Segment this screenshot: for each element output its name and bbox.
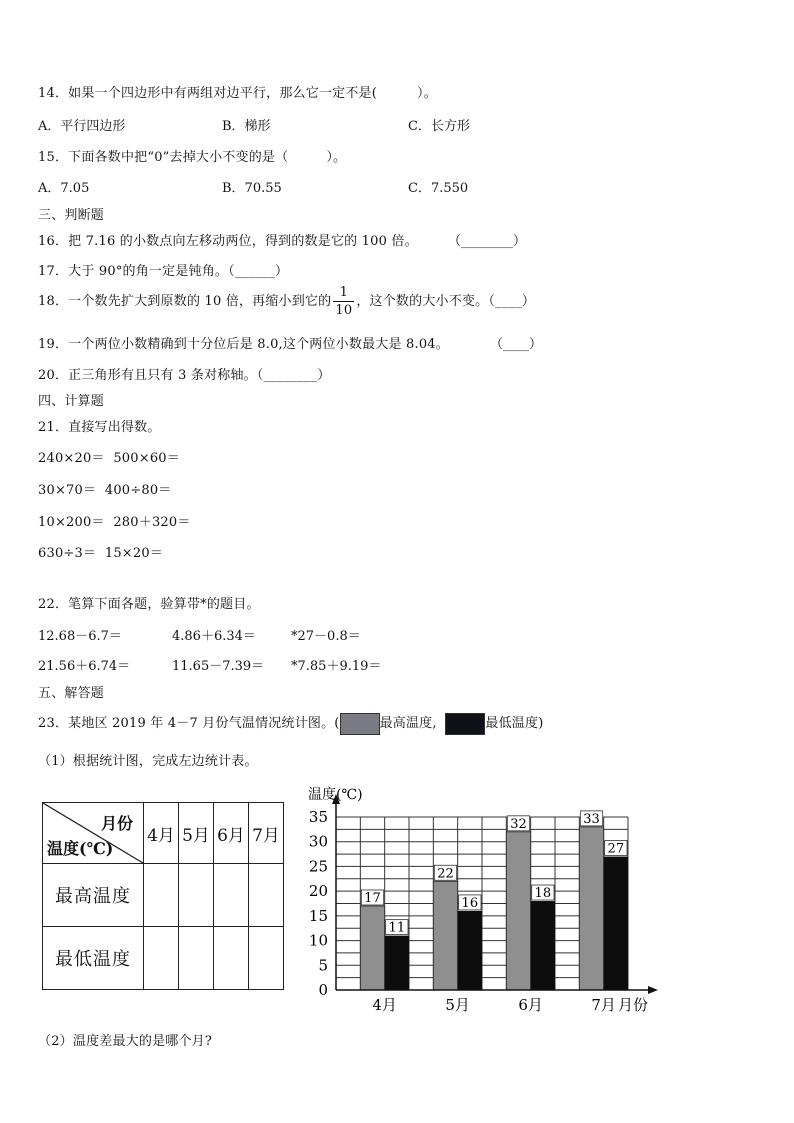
q14-option-b[interactable]: B．梯形 xyxy=(222,119,271,134)
question-22-title: 22．笔算下面各题，验算带*的题目。 xyxy=(38,597,260,612)
q21-row-3 xyxy=(38,511,191,530)
x-tick-label: 4月 xyxy=(372,996,397,1014)
question-23-text: 23．某地区 2019 年 4－7 月份气温情况统计图。( xyxy=(38,716,340,731)
question-20-answer-blank[interactable]: （________） xyxy=(256,368,331,383)
bar-low xyxy=(604,857,628,990)
question-16-answer-blank[interactable]: （________） xyxy=(448,234,527,249)
table-cell-input[interactable] xyxy=(214,927,249,990)
q21-item: 280＋320＝ xyxy=(113,515,191,530)
q14-option-c[interactable]: C．长方形 xyxy=(408,119,470,134)
table-cell-input[interactable] xyxy=(214,864,249,927)
data-label-low: 27 xyxy=(607,841,625,857)
table-corner-header xyxy=(43,803,144,864)
question-16 xyxy=(38,230,418,249)
table-header-month: 6月 xyxy=(214,803,249,864)
q22-item: *27－0.8＝ xyxy=(291,629,361,644)
q14-option-a[interactable]: A．平行四边形 xyxy=(38,119,126,134)
table-header-month: 7月 xyxy=(249,803,284,864)
q21-item: 15×20＝ xyxy=(104,546,164,561)
question-23-sub1: （1）根据统计图，完成左边统计表。 xyxy=(38,754,258,769)
y-tick-label: 15 xyxy=(308,906,328,925)
question-14-text: 14．如果一个四边形中有两组对边平行，那么它一定不是( xyxy=(38,86,378,101)
question-17-text: 17．大于 90°的角一定是钝角。 xyxy=(38,264,229,279)
bar-high xyxy=(579,827,603,990)
bar-high xyxy=(506,832,530,990)
question-20-text: 20．正三角形有且只有 3 条对称轴。 xyxy=(38,368,257,383)
data-label-high: 32 xyxy=(510,816,527,832)
question-17-answer-blank[interactable]: （______） xyxy=(228,264,289,279)
question-15 xyxy=(38,146,346,165)
bar-low xyxy=(531,901,555,990)
question-19-text: 19．一个两位小数精确到十分位后是 8.0,这个两位小数最大是 8.04。 xyxy=(38,337,449,352)
table-cell-input[interactable] xyxy=(179,927,214,990)
q15-option-a[interactable]: A．7.05 xyxy=(38,181,90,196)
corner-month-label: 月份 xyxy=(100,814,133,833)
table-cell-input[interactable] xyxy=(179,864,214,927)
table-cell-input[interactable] xyxy=(249,927,284,990)
q21-row-1 xyxy=(38,447,180,466)
question-23 xyxy=(38,712,543,735)
section-heading-calc: 四、计算题 xyxy=(38,394,105,409)
question-15-text: 15．下面各数中把“0”去掉大小不变的是（ xyxy=(38,150,289,165)
question-18 xyxy=(38,286,535,317)
table-cell-input[interactable] xyxy=(249,864,284,927)
section-heading-solve: 五、解答题 xyxy=(38,686,105,701)
question-21-title: 21．直接写出得数。 xyxy=(38,420,161,435)
y-tick-label: 0 xyxy=(318,981,328,999)
data-label-low: 11 xyxy=(388,920,406,936)
data-label-low: 18 xyxy=(534,886,552,902)
q15-option-c[interactable]: C．7.550 xyxy=(408,181,469,196)
table-row-header-high: 最高温度 xyxy=(43,864,144,927)
x-axis-title: 月份 xyxy=(618,996,649,1014)
q22-item: *7.85＋9.19＝ xyxy=(291,659,382,674)
y-tick-label: 10 xyxy=(308,931,328,950)
y-axis-title: 温度(℃) xyxy=(308,787,363,803)
x-tick-label: 6月 xyxy=(518,996,543,1014)
bar-high xyxy=(433,881,457,990)
q15-option-b[interactable]: B．70.55 xyxy=(222,181,282,196)
q22-item: 4.86＋6.34＝ xyxy=(172,629,256,644)
question-20 xyxy=(38,364,330,383)
x-tick-label: 7月 xyxy=(591,996,616,1014)
q21-item: 400÷80＝ xyxy=(104,483,172,498)
question-14 xyxy=(38,82,437,101)
x-axis-arrow xyxy=(648,986,658,994)
question-18-answer-blank[interactable]: （____） xyxy=(488,294,536,309)
legend-high-swatch xyxy=(340,713,380,735)
data-label-high: 17 xyxy=(364,890,381,906)
q21-item: 10×200＝ xyxy=(38,515,105,530)
question-16-text: 16．把 7.16 的小数点向左移动两位，得到的数是它的 100 倍。 xyxy=(38,234,418,249)
legend-low-label: 最低温度) xyxy=(485,716,544,731)
q21-item: 30×70＝ xyxy=(38,483,97,498)
temperature-bar-chart xyxy=(300,780,670,1015)
q22-item: 12.68－6.7＝ xyxy=(38,629,122,644)
bar-low xyxy=(385,936,409,990)
y-tick-label: 20 xyxy=(308,882,328,901)
corner-temp-label: 温度(℃) xyxy=(47,839,114,858)
bar-low xyxy=(458,911,482,990)
question-23-sub2: （2）温度差最大的是哪个月? xyxy=(38,1034,213,1049)
x-tick-label: 5月 xyxy=(445,996,470,1014)
table-row-header-low: 最低温度 xyxy=(43,927,144,990)
temperature-stats-table xyxy=(42,802,284,990)
table-cell-input[interactable] xyxy=(144,864,179,927)
q21-row-4 xyxy=(38,542,163,561)
q22-item: 11.65－7.39＝ xyxy=(172,659,265,674)
data-label-high: 33 xyxy=(583,811,600,827)
table-cell-input[interactable] xyxy=(144,927,179,990)
question-14-close: ）。 xyxy=(417,86,437,101)
table-header-month: 5月 xyxy=(179,803,214,864)
question-17 xyxy=(38,260,288,279)
data-label-high: 22 xyxy=(437,866,454,882)
q21-item: 630÷3＝ xyxy=(38,546,97,561)
question-15-close: ）。 xyxy=(326,150,347,165)
question-18-text-before: 18．一个数先扩大到原数的 10 倍，再缩小到它的 xyxy=(38,294,332,309)
data-label-low: 16 xyxy=(461,895,479,911)
y-tick-label: 30 xyxy=(308,832,328,851)
question-19-answer-blank[interactable]: （____） xyxy=(490,337,543,352)
legend-low-swatch xyxy=(445,713,485,735)
table-header-month: 4月 xyxy=(144,803,179,864)
q21-item: 240×20＝ xyxy=(38,451,105,466)
fraction-one-tenth: $\frac{1}{10}$ xyxy=(335,285,353,318)
question-19 xyxy=(38,333,449,352)
question-18-text-after: ，这个数的大小不变。 xyxy=(356,294,489,309)
q21-item: 500×60＝ xyxy=(113,451,180,466)
q22-item: 21.56＋6.74＝ xyxy=(38,659,131,674)
section-heading-judge: 三、判断题 xyxy=(38,208,105,223)
y-tick-label: 5 xyxy=(318,956,328,975)
bar-high xyxy=(360,906,384,990)
q21-row-2 xyxy=(38,479,172,498)
legend-high-label: 最高温度, xyxy=(379,716,437,731)
y-tick-label: 35 xyxy=(308,808,328,826)
y-tick-label: 25 xyxy=(308,857,328,876)
